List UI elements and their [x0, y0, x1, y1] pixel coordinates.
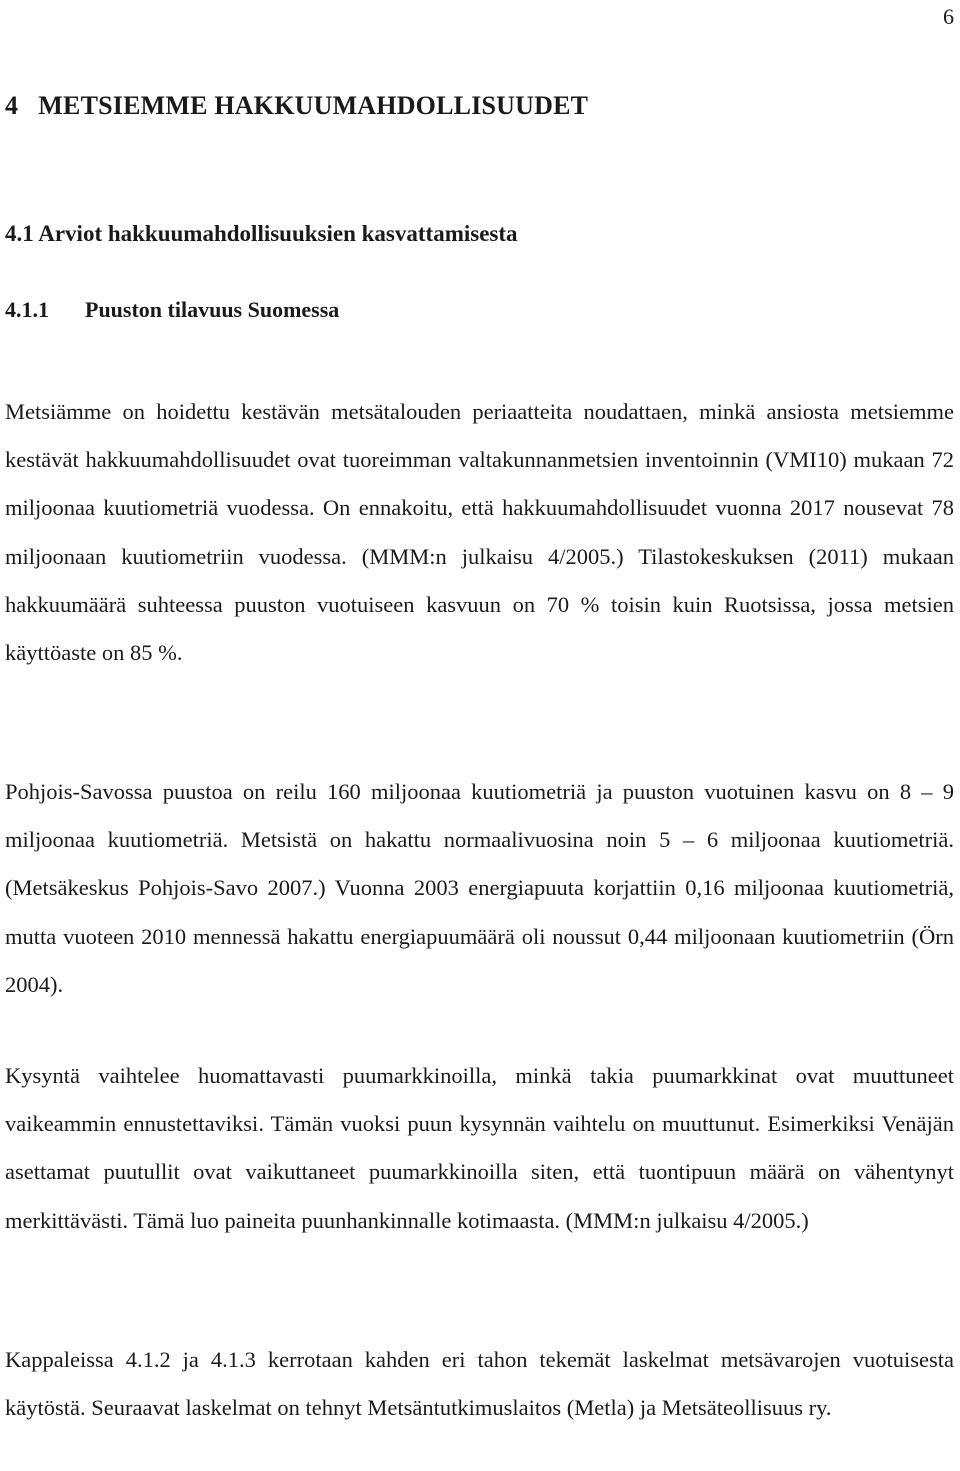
paragraph-demand: Kysyntä vaihtelee huomattavasti puumarkkinoilla, minkä takia puumarkkinat ovat muuttuneet vaikeammin ennustettaviksi. Tämän vuoksi puun kysynnän vaihtelu on muuttunut. Esimerkiksi Venäjän asettamat puutullit ovat vaikuttaneet puumarkkinoilla siten, että tuontipuun määrä on vähentynyt merkittävästi. Tämä luo paineita puunhankinnalle kotimaasta. (MMM:n julkaisu 4/2005.): [5, 1063, 954, 1233]
paragraph-calculations: Kappaleissa 4.1.2 ja 4.1.3 kerrotaan kahden eri tahon tekemät laskelmat metsävarojen vuotuisesta käytöstä. Seuraavat laskelmat on tehnyt Metsäntutkimuslaitos (Metla) ja Metsäteollisuus ry.: [5, 1347, 954, 1421]
page-number: 6: [943, 4, 954, 29]
chapter-heading: 4 METSIEMME HAKKUUMAHDOLLISUUDET: [5, 91, 589, 120]
paragraph-forest-volume: Metsiämme on hoidettu kestävän metsätalouden periaatteita noudattaen, minkä ansiosta metsiemme kestävät hakkuumahdollisuudet ovat tuoreimman valtakunnanmetsien inventoinnin (VMI10) mukaan 72 miljoonaa kuutiometriä vuodessa. On ennakoitu, että hakkuumahdollisuudet vuonna 2017 nousevat 78 miljoonaan kuutiometriin vuodessa. (MMM:n julkaisu 4/2005.) Tilastokeskuksen (2011) mukaan hakkuumäärä suhteessa puuston vuotuiseen kasvuun on 70 % toisin kuin Ruotsissa, jossa metsien käyttöaste on 85 %.: [5, 399, 954, 666]
subsection-title: Puuston tilavuus Suomessa: [85, 297, 340, 322]
paragraph-pohjois-savo: Pohjois-Savossa puustoa on reilu 160 miljoonaa kuutiometriä ja puuston vuotuinen kasvu on 8 – 9 miljoonaa kuutiometriä. Metsistä on hakattu normaalivuosina noin 5 – 6 miljoonaa kuutiometriä. (Metsäkeskus Pohjois-Savo 2007.) Vuonna 2003 energiapuuta korjattiin 0,16 miljoonaa kuutiometriä, mutta vuoteen 2010 mennessä hakattu energiapuumäärä oli noussut 0,44 miljoonaan kuutiometriin (Örn 2004).: [5, 779, 954, 997]
subsection-heading: [5, 290, 339, 330]
subsection-number: 4.1.1: [5, 297, 49, 322]
section-heading: 4.1 Arviot hakkuumahdollisuuksien kasvattamisesta: [5, 221, 518, 246]
